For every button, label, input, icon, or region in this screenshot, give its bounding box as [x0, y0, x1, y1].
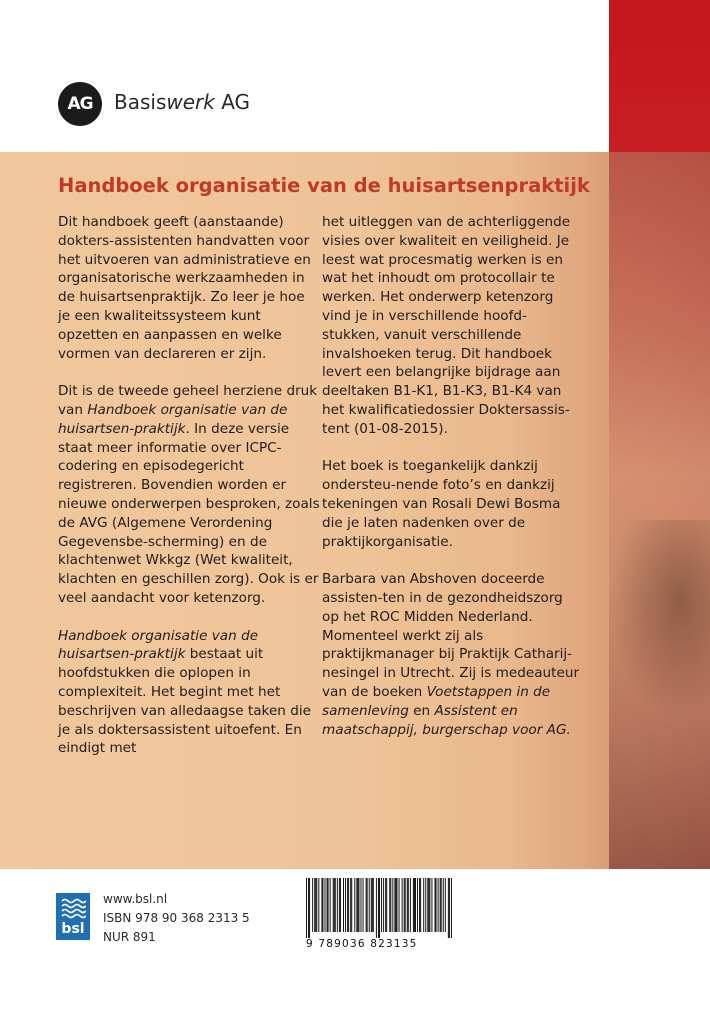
barcode-bar [356, 878, 357, 932]
barcode-bar [340, 878, 341, 932]
ag-logo-text: AG [67, 94, 93, 114]
barcode-bar [445, 878, 446, 932]
barcode-bar [351, 878, 352, 932]
barcode-bar [378, 878, 379, 938]
series-name-part3: AG [214, 90, 251, 114]
barcode-bar [328, 878, 329, 932]
barcode-bars [306, 878, 452, 938]
right-p3-text-mid: en [408, 702, 435, 719]
series-name-part1: Basis [114, 90, 167, 114]
barcode-bar [438, 878, 439, 932]
left-p3-text: bestaat uit hoofdstukken die oplopen in complexiteit. Het begint met het beschrijven van alledaagse taken die je als doktersassistent uitoefent. En eindigt met [58, 646, 312, 757]
barcode-bar [423, 878, 424, 932]
barcode-bar [343, 878, 344, 932]
barcode-bar [448, 878, 449, 938]
right-paragraph-1: het uitleggen van de achterliggende visies over kwaliteit en veiligheid. Je leest wat procesmatig werken is en wat het inhoudt om protocollair te werken. Het onderwerp ketenzorg vind je in verschillende hoofd-stukken, vanuit verschillende invalshoeken terug. Dit handboek levert een belangrijke bijdrage aan deeltaken B1-K1, B1-K3, B1-K4 van het kwalificatiedossier Doktersassis-tent (01-08-2015). [322, 214, 571, 437]
barcode-bar [334, 878, 335, 932]
barcode-bar [358, 878, 359, 932]
barcode-bar [315, 878, 316, 932]
bsl-waves-icon [60, 897, 86, 919]
barcode-bar [441, 878, 442, 932]
barcode-bar [354, 878, 355, 932]
barcode-bar [435, 878, 436, 932]
barcode-bar [325, 878, 326, 932]
barcode-bar [367, 878, 368, 932]
header-area [0, 0, 710, 152]
book-title: Handboek organisatie van de huisartsenpraktijk [58, 174, 590, 197]
barcode-bar [427, 878, 428, 932]
barcode [306, 878, 452, 938]
barcode-bar [373, 878, 374, 932]
background-photo-shade [609, 520, 710, 720]
barcode-bar [369, 878, 370, 932]
right-column [322, 213, 584, 758]
left-p2-text-b: . In deze versie staat meer informatie over ICPC-codering en episodegericht registreren. Bovendien worden er nieuwe onderwerpen besproken, zoals de AVG (Algemene Verordening Gegevensbe-scherming) en de klachtenwet Wkkgz (Wet kwaliteit, klachten en geschillen zorg). Ook is er veel aandacht voor ketenzorg. [58, 420, 320, 606]
barcode-bar [335, 878, 336, 932]
barcode-bar [414, 878, 415, 932]
barcode-bar [306, 878, 307, 938]
barcode-bar [429, 878, 430, 932]
barcode-bar [383, 878, 384, 932]
barcode-bar [394, 878, 395, 932]
barcode-bar [390, 878, 391, 932]
barcode-bar [392, 878, 393, 932]
barcode-bar [451, 878, 452, 938]
barcode-bar [350, 878, 351, 932]
barcode-bar [389, 878, 390, 932]
barcode-bar [318, 878, 319, 932]
barcode-bar [321, 878, 322, 932]
website-link[interactable]: www.bsl.nl [103, 892, 168, 906]
barcode-bar [428, 878, 429, 932]
barcode-bar [337, 878, 338, 932]
barcode-bar [404, 878, 405, 932]
barcode-bar [425, 878, 426, 932]
barcode-bar [347, 878, 348, 932]
barcode-bar [408, 878, 409, 932]
barcode-bar [363, 878, 364, 932]
barcode-bar [436, 878, 437, 932]
barcode-bar [386, 878, 387, 932]
barcode-bar [399, 878, 400, 932]
nur-text: NUR 891 [103, 930, 156, 944]
barcode-bar [440, 878, 441, 932]
right-p3-text-a: Barbara van Abshoven doceerde assisten-ten in de gezondheidszorg op het ROC Midden Nederland. Momenteel werkt zij als praktijkmanager bij Praktijk Catharij-nesingel in Utrecht. Zij is medeauteur van de boeken [322, 571, 580, 700]
barcode-bar [372, 878, 373, 932]
barcode-bar [431, 878, 432, 932]
barcode-bar [366, 878, 367, 932]
barcode-bar [449, 878, 450, 938]
barcode-bar [443, 878, 444, 932]
left-p3-title: Handboek organisatie van de huisartsen-praktijk [58, 627, 259, 663]
bsl-logo-text: bsl [61, 921, 85, 937]
barcode-bar [379, 878, 380, 938]
left-column [58, 213, 320, 777]
right-paragraph-2: Het boek is toegankelijk dankzij ondersteu-nende foto’s en dankzij tekeningen van Rosali Dewi Bosma die je laten nadenken over de praktijkorganisatie. [322, 458, 561, 550]
right-paragraph-3 [322, 570, 584, 739]
barcode-bar [345, 878, 346, 932]
left-paragraph-3 [58, 627, 320, 759]
barcode-bar [395, 878, 396, 932]
left-paragraph-2 [58, 382, 320, 608]
barcode-bar [312, 878, 313, 932]
isbn-text: ISBN 978 90 368 2313 5 [103, 911, 250, 925]
barcode-bar [348, 878, 349, 932]
barcode-bar [308, 878, 309, 938]
right-p3-book2: Assistent en maatschappij, burgerschap voor AG. [322, 702, 571, 738]
series-name [114, 90, 250, 114]
red-accent-strip [609, 0, 710, 152]
barcode-bar [333, 878, 334, 932]
bsl-logo [56, 893, 90, 940]
barcode-bar [309, 878, 310, 938]
bsl-waves-graphic [60, 897, 86, 919]
background-photo-edge [609, 152, 710, 869]
barcode-bar [396, 878, 397, 932]
barcode-bar [419, 878, 420, 932]
barcode-bar [385, 878, 386, 932]
barcode-bar [330, 878, 331, 932]
barcode-bar [322, 878, 323, 932]
barcode-bar [417, 878, 418, 932]
barcode-bar [413, 878, 414, 932]
barcode-bar [316, 878, 317, 932]
barcode-bar [415, 878, 416, 932]
left-p2-title: Handboek organisatie van de huisartsen-praktijk [58, 401, 288, 437]
barcode-bar [360, 878, 361, 932]
barcode-number: 9 789036 823135 [306, 938, 418, 950]
barcode-bar [381, 878, 382, 932]
barcode-bar [371, 878, 372, 932]
barcode-bar [420, 878, 421, 932]
barcode-bar [357, 878, 358, 932]
ag-logo [58, 82, 102, 126]
left-p2-text-a: Dit is de tweede geheel herziene druk van [58, 383, 318, 418]
right-p3-book1: Voetstappen in de samenleving [322, 683, 551, 719]
barcode-bar [314, 878, 315, 932]
publisher-info [103, 890, 250, 947]
barcode-bar [327, 878, 328, 932]
barcode-bar [376, 878, 377, 938]
series-name-part2: werk [166, 90, 215, 114]
barcode-bar [410, 878, 411, 932]
barcode-bar [407, 878, 408, 932]
barcode-bar [405, 878, 406, 932]
barcode-bar [339, 878, 340, 932]
left-paragraph-1: Dit handboek geeft (aanstaande) dokters-assistenten handvatten voor het uitvoeren van administratieve en organisatorische werkzaamheden in de huisartsenpraktijk. Zo leer je hoe je een kwaliteitssysteem kunt opzetten en aanpassen en welke vormen van declareren er zijn. [58, 214, 311, 362]
barcode-bar [402, 878, 403, 932]
